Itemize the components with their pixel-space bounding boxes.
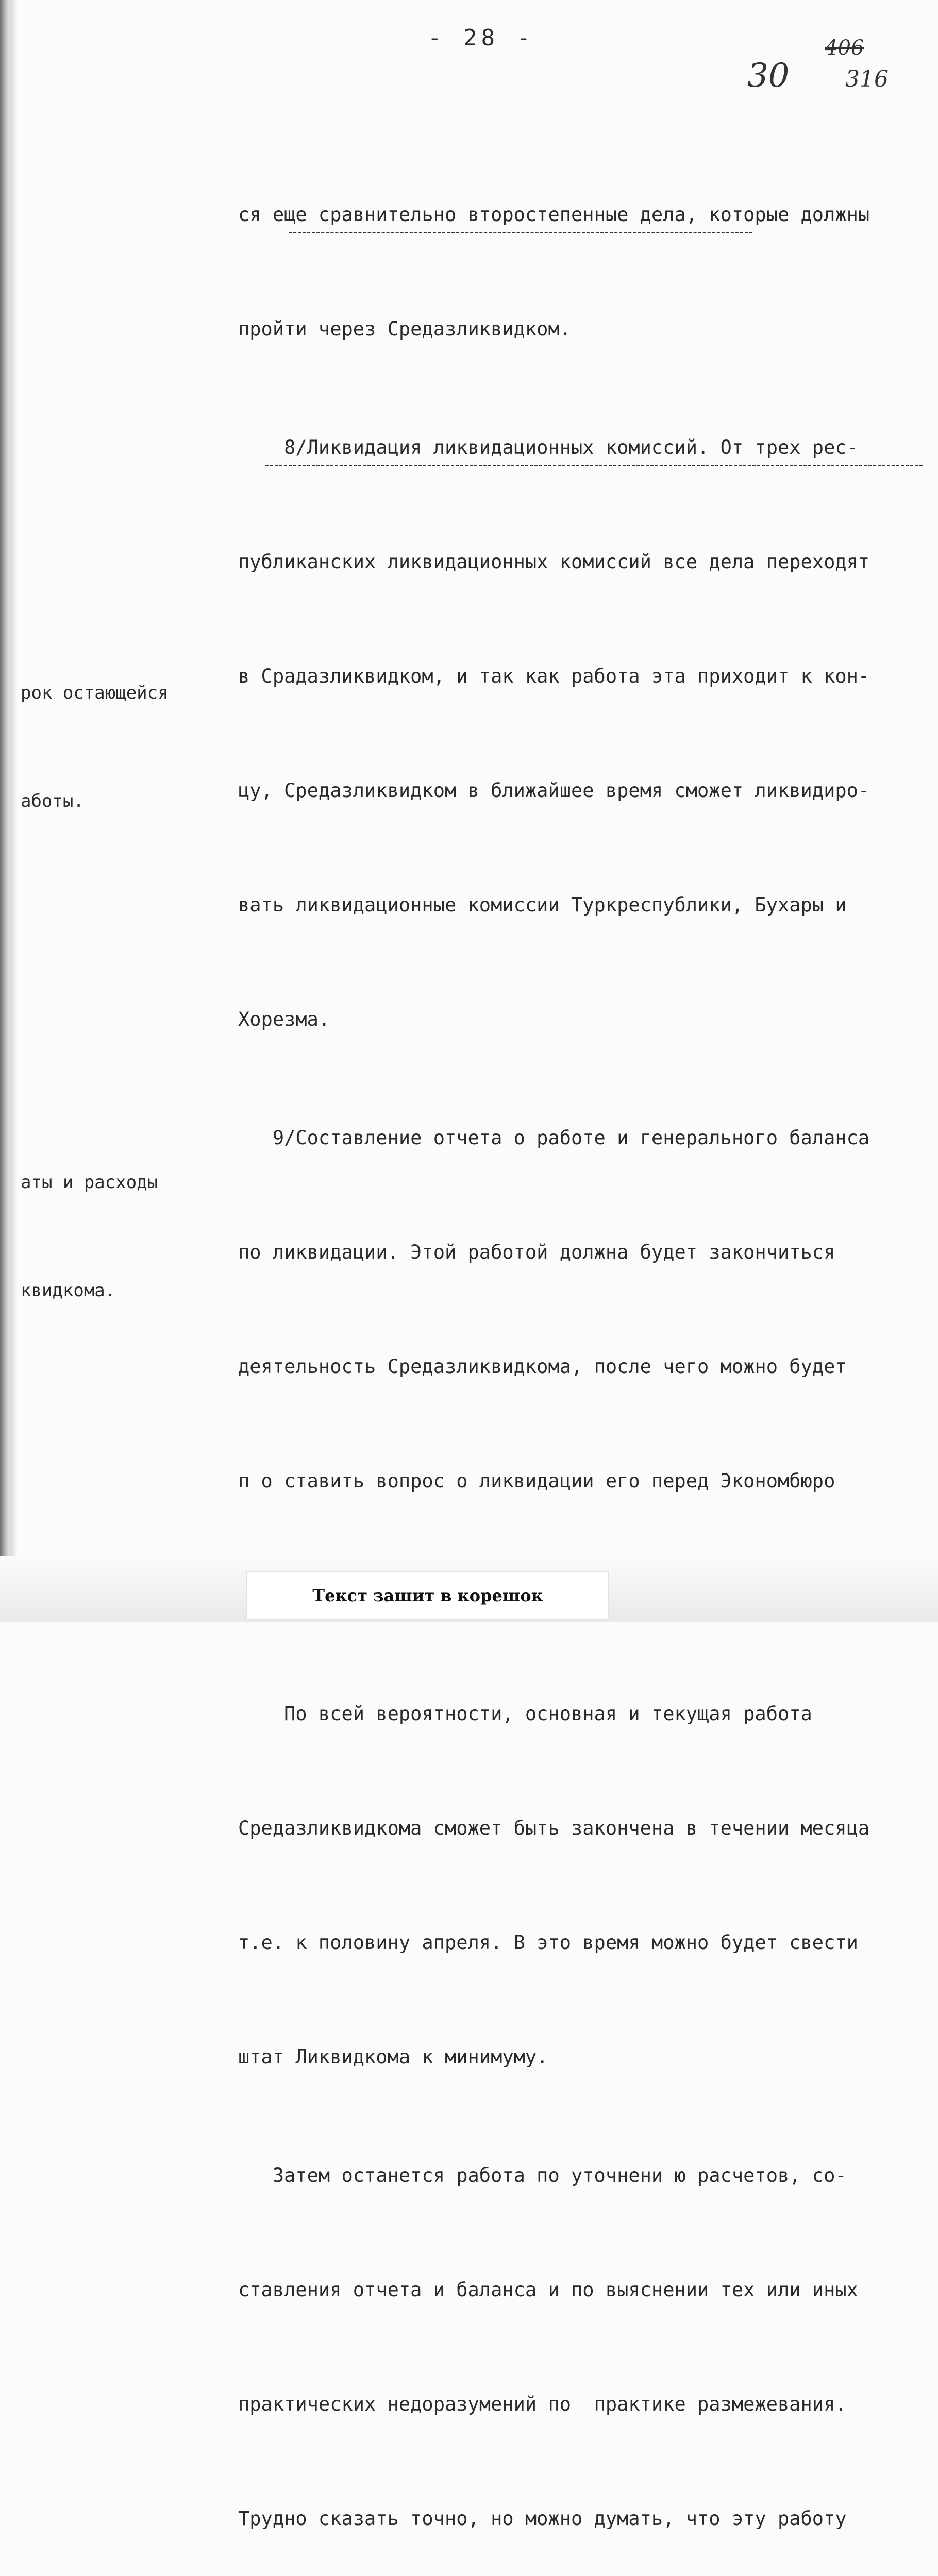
text-line: п о ставить вопрос о ликвидации его перед Экономбюро [238,1470,835,1492]
text-line: цу, Средазликвидком в ближайшее время сможет ликвидиро- [238,779,870,802]
heading-underline [289,232,752,233]
text-line: т.е. к половину апреля. В это время можно будет свести [238,1931,858,1954]
text-line: Средазликвидкома сможет быть закончена в течении месяца [238,1817,870,1839]
text-line: пройти через Средазликвидком. [238,318,572,340]
text-line: По всей вероятности, основная и текущая работа [238,1703,812,1725]
folio-number: 30 [747,57,790,95]
margin-note-line: рок остающейся [21,683,169,703]
text-line: вать ликвидационные комиссии Туркреспублики, Бухары и [238,894,847,916]
text-line: 9/Составление отчета о работе и генерального баланса [238,1127,870,1149]
text-line: 8/Ликвидация ликвидационных комиссий. От трех рес- [238,436,858,459]
text-line: ставления отчета и баланса и по выяснении тех или иных [238,2279,858,2301]
folio-new-number: 316 [845,66,889,92]
page-number: - 28 - [428,25,534,51]
text-line: Трудно сказать точно, но можно думать, что эту работу [238,2507,847,2530]
body-text [238,120,924,2576]
folio-struck-number: 406 [825,36,864,60]
margin-note [21,603,169,891]
binding-shadow-inner [10,0,18,1622]
text-line: Затем останется работа по уточнени ю расчетов, со- [238,2164,847,2187]
margin-note-line: квидкома. [21,1280,116,1301]
text-line: практических недоразумений по практике размежевания. [238,2393,847,2415]
binding-note-label: Текст зашит в корешок [246,1571,609,1620]
margin-note [21,1092,158,1381]
text-line: Хорезма. [238,1008,330,1030]
text-line: штат Ликвидкома к минимуму. [238,2046,548,2068]
text-line: ся еще сравнительно второстепенные дела, которые должны [238,204,870,226]
binding-shadow [0,0,10,1622]
margin-note-line: аботы. [21,791,84,811]
text-line: в Срадазликвидком, и так как работа эта приходит к кон- [238,665,870,687]
text-line: деятельность Средазликвидкома, после чего можно будет [238,1355,847,1378]
margin-note-line: аты и расходы [21,1172,158,1193]
text-line: по ликвидации. Этой работой должна будет закончиться [238,1241,835,1263]
text-line: публиканских ликвидационных комиссий все дела переходят [238,551,870,573]
heading-underline [265,465,923,466]
archive-folio-mark [742,36,912,108]
